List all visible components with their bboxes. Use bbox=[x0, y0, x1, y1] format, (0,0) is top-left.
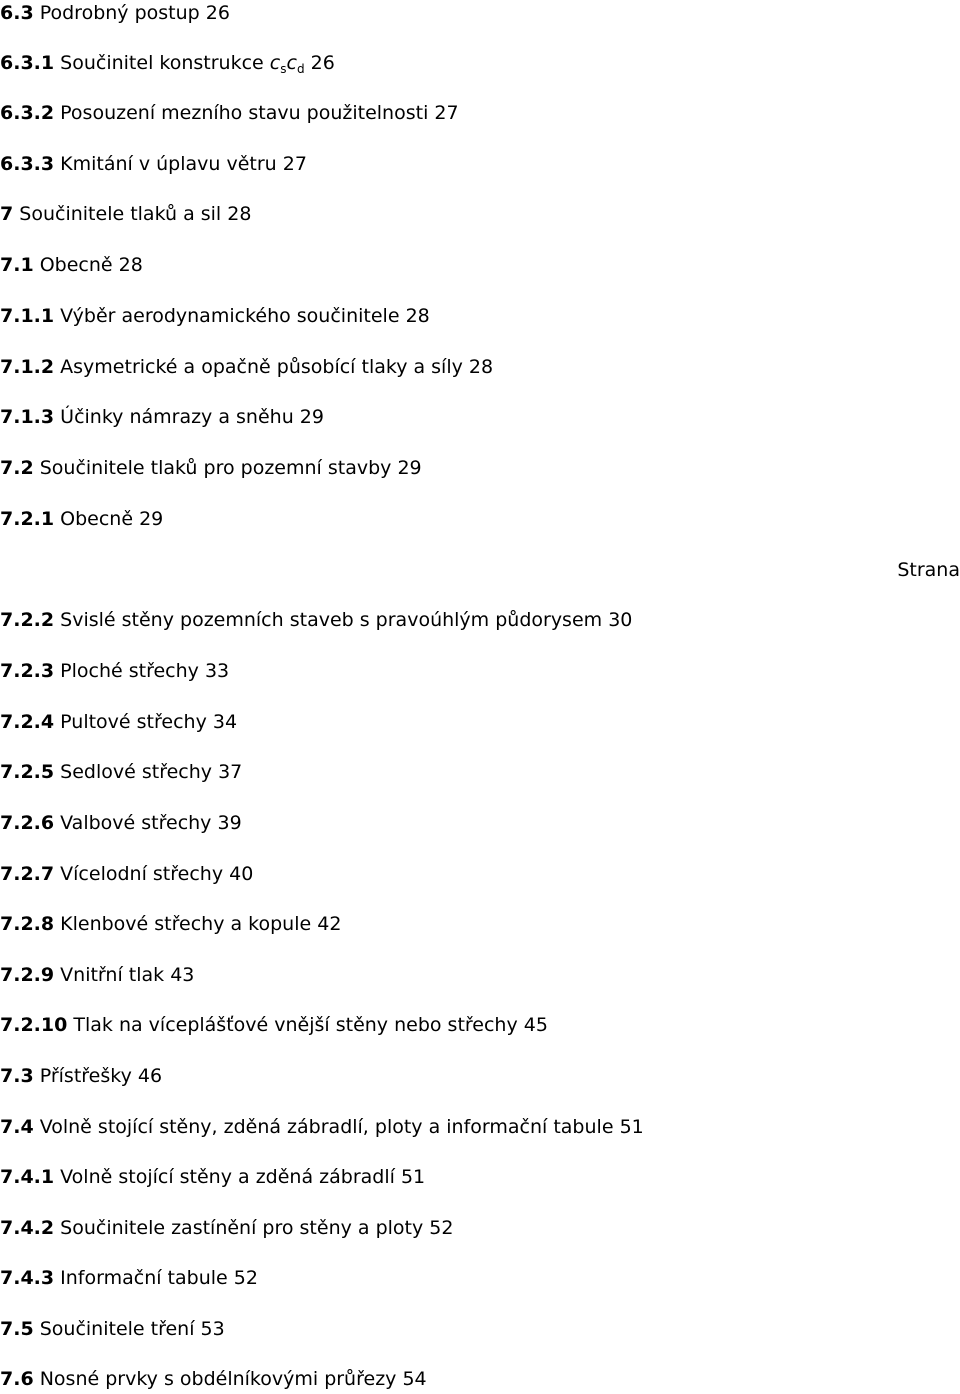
toc-entry bbox=[0, 352, 493, 382]
toc-entry-title: Klenbové střechy a kopule bbox=[60, 913, 312, 935]
toc-entry-number: 7.2.2 bbox=[0, 609, 55, 631]
toc-entry bbox=[0, 1213, 453, 1243]
toc-entry bbox=[0, 1010, 548, 1040]
toc-entry-title: Asymetrické a opačně působící tlaky a síly bbox=[60, 356, 463, 378]
toc-entry-number: 7.3 bbox=[0, 1065, 34, 1087]
toc-entry-page: 29 bbox=[397, 457, 422, 479]
toc-entry-title: Součinitele zastínění pro stěny a ploty bbox=[60, 1217, 424, 1239]
toc-entry bbox=[0, 1263, 258, 1293]
toc-entry bbox=[0, 960, 194, 990]
toc-entry bbox=[0, 98, 459, 128]
toc-entry-number: 7.2.3 bbox=[0, 660, 55, 682]
toc-entry-title: Součinitele tlaků a sil bbox=[19, 203, 222, 225]
toc-entry-title: Volně stojící stěny, zděná zábradlí, ploty a informační tabule bbox=[39, 1116, 614, 1138]
toc-entry-title: Součinitele tlaků pro pozemní stavby bbox=[39, 457, 392, 479]
toc-entry-page: 52 bbox=[233, 1267, 258, 1289]
toc-entry bbox=[0, 757, 242, 787]
toc-entry bbox=[0, 250, 143, 280]
toc-entry-number: 7.1.3 bbox=[0, 406, 55, 428]
toc-entry bbox=[0, 48, 335, 78]
toc-entry-number: 7.6 bbox=[0, 1368, 34, 1390]
toc-entry-number: 7.5 bbox=[0, 1318, 34, 1340]
toc-entry-number: 6.3.1 bbox=[0, 52, 55, 74]
toc-entry-title: Posouzení mezního stavu použitelnosti bbox=[60, 102, 429, 124]
toc-entry-title: Přístřešky bbox=[39, 1065, 132, 1087]
toc-entry-page: 53 bbox=[200, 1318, 225, 1340]
toc-entry-number: 7.2 bbox=[0, 457, 34, 479]
toc-entry-title: Součinitel konstrukce bbox=[60, 52, 264, 74]
toc-entry-number: 7.2.4 bbox=[0, 711, 55, 733]
toc-entry-page: 45 bbox=[523, 1014, 548, 1036]
toc-entry-title: Informační tabule bbox=[60, 1267, 228, 1289]
toc-entry bbox=[0, 909, 341, 939]
toc-entry-number: 7.2.1 bbox=[0, 508, 55, 530]
toc-entry bbox=[0, 859, 253, 889]
toc-entry bbox=[0, 605, 632, 635]
toc-entry-page: 43 bbox=[170, 964, 195, 986]
toc-entry bbox=[0, 0, 230, 28]
toc-entry bbox=[0, 453, 422, 483]
toc-entry-page: 29 bbox=[299, 406, 324, 428]
toc-entry-page: 37 bbox=[218, 761, 243, 783]
toc-entry bbox=[0, 656, 229, 686]
toc-entry-title: Tlak na víceplášťové vnější stěny nebo střechy bbox=[73, 1014, 518, 1036]
toc-entry bbox=[0, 1314, 225, 1344]
toc-entry-title: Vnitřní tlak bbox=[60, 964, 165, 986]
toc-entry-page: 51 bbox=[619, 1116, 644, 1138]
toc-entry bbox=[0, 149, 307, 179]
toc-entry bbox=[0, 1364, 427, 1394]
page-column-label: Strana bbox=[897, 559, 960, 581]
toc-entry-page: 54 bbox=[402, 1368, 427, 1390]
toc-entry-title: Obecně bbox=[60, 508, 134, 530]
toc-entry-title: Obecně bbox=[39, 254, 113, 276]
toc-entry bbox=[0, 1162, 425, 1192]
toc-entry-number: 7.4.2 bbox=[0, 1217, 55, 1239]
toc-entry-page: 27 bbox=[434, 102, 459, 124]
toc-entry-symbol: $c_sc_d$ bbox=[269, 52, 305, 76]
toc-entry-number: 7.1.1 bbox=[0, 305, 55, 327]
toc-entry-page: 26 bbox=[310, 52, 335, 74]
toc-entry-title: Sedlové střechy bbox=[60, 761, 213, 783]
toc-entry-page: 28 bbox=[227, 203, 252, 225]
toc-entry-title: Ploché střechy bbox=[60, 660, 199, 682]
toc-entry-page: 29 bbox=[139, 508, 164, 530]
toc-entry-title: Svislé stěny pozemních staveb s pravoúhlým půdorysem bbox=[60, 609, 603, 631]
toc-entry-page: 27 bbox=[282, 153, 307, 175]
toc-entry-number: 7.2.10 bbox=[0, 1014, 68, 1036]
toc-entry-number: 7 bbox=[0, 203, 14, 225]
toc-entry-page: 34 bbox=[212, 711, 238, 733]
toc-entry-number: 6.3.2 bbox=[0, 102, 55, 124]
toc-entry-page: 40 bbox=[229, 863, 254, 885]
toc-entry-page: 30 bbox=[608, 609, 633, 631]
toc-entry-number: 7.4.1 bbox=[0, 1166, 55, 1188]
toc-entry-page: 28 bbox=[405, 305, 430, 327]
toc-entry-title: Součinitele tření bbox=[39, 1318, 195, 1340]
toc-entry-page: 52 bbox=[429, 1217, 454, 1239]
toc-entry-title: Účinky námrazy a sněhu bbox=[60, 406, 294, 428]
toc-entry bbox=[0, 808, 242, 838]
toc-entry-number: 7.1 bbox=[0, 254, 34, 276]
toc-entry-number: 7.2.7 bbox=[0, 863, 55, 885]
toc-entry-number: 7.2.9 bbox=[0, 964, 55, 986]
toc-entry-title: Podrobný postup bbox=[39, 2, 200, 24]
toc-entry-title: Volně stojící stěny a zděná zábradlí bbox=[60, 1166, 395, 1188]
toc-entry bbox=[0, 707, 237, 737]
toc-entry-title: Valbové střechy bbox=[60, 812, 212, 834]
toc-entry-page: 51 bbox=[400, 1166, 426, 1188]
toc-entry-title: Pultové střechy bbox=[60, 711, 207, 733]
toc-entry bbox=[0, 301, 430, 331]
toc-entry-title: Kmitání v úplavu větru bbox=[60, 153, 277, 175]
toc-entry-number: 7.2.5 bbox=[0, 761, 55, 783]
toc-entry bbox=[0, 402, 324, 432]
toc-entry-number: 7.4 bbox=[0, 1116, 34, 1138]
toc-entry-page: 33 bbox=[204, 660, 230, 682]
toc-entry-number: 7.2.8 bbox=[0, 913, 55, 935]
toc-entry-number: 6.3.3 bbox=[0, 153, 55, 175]
toc-entry-page: 26 bbox=[205, 2, 230, 24]
toc-entry bbox=[0, 504, 163, 534]
toc-entry-page: 28 bbox=[468, 356, 494, 378]
toc-entry-page: 46 bbox=[137, 1065, 163, 1087]
toc-entry-page: 39 bbox=[217, 812, 242, 834]
toc-entry bbox=[0, 1061, 162, 1091]
toc-entry-page: 42 bbox=[317, 913, 342, 935]
toc-entry bbox=[0, 199, 251, 229]
toc-entry-number: 7.1.2 bbox=[0, 356, 55, 378]
toc-entry-title: Nosné prvky s obdélníkovými průřezy bbox=[39, 1368, 397, 1390]
toc-entry-title: Výběr aerodynamického součinitele bbox=[60, 305, 400, 327]
toc-entry bbox=[0, 1112, 644, 1142]
toc-entry-number: 7.2.6 bbox=[0, 812, 55, 834]
toc-entry-number: 7.4.3 bbox=[0, 1267, 55, 1289]
toc-entry-page: 28 bbox=[118, 254, 143, 276]
toc-entry-number: 6.3 bbox=[0, 2, 34, 24]
toc-entry-title: Vícelodní střechy bbox=[60, 863, 224, 885]
